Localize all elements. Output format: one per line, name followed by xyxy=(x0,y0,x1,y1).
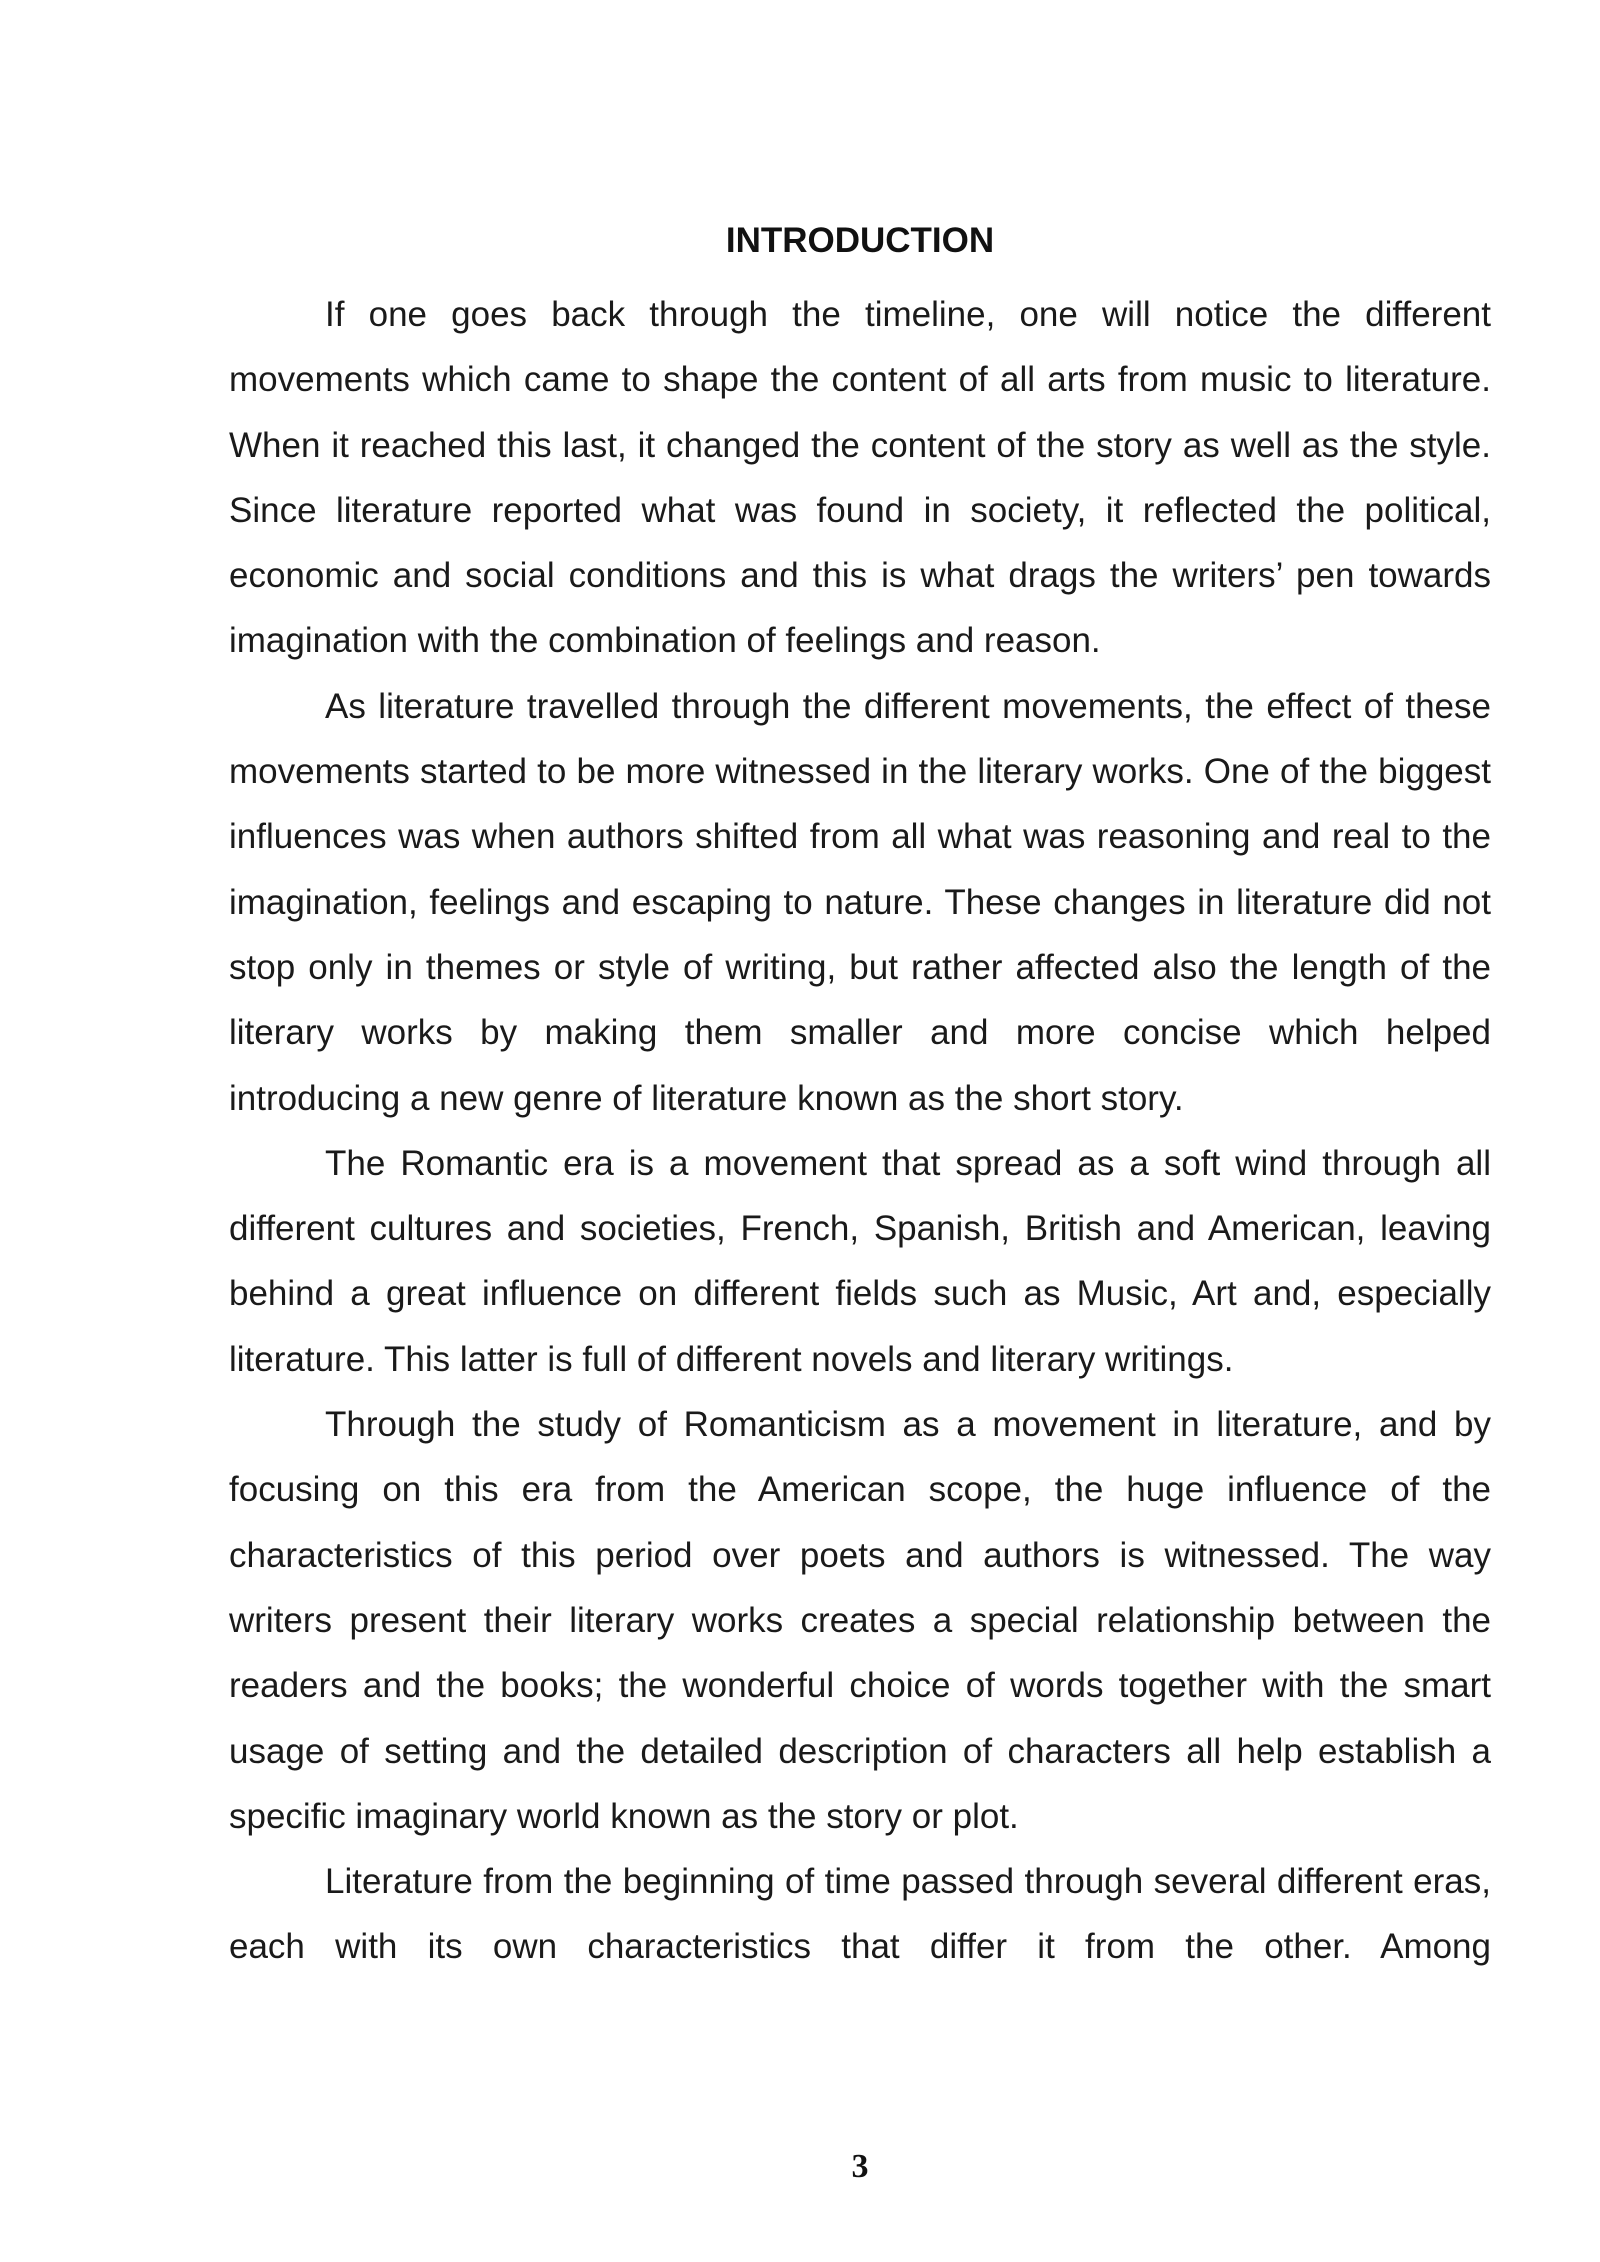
section-heading: INTRODUCTION xyxy=(725,221,995,260)
paragraph-4: Through the study of Romanticism as a movement in literature, and by focusing on this era from the American scope, the huge influence of the characteristics of this period over poets and authors is witnessed. The way writers present their literary works creates a special relationship between the readers and the books; the wonderful choice of words together with the smart usage of setting and the detailed description of characters all help establish a specific imaginary world known as the story or plot. xyxy=(229,1405,1491,1836)
paragraph-1: If one goes back through the timeline, one will notice the different movements which came to shape the content of all arts from music to literature. When it reached this last, it changed the content of the story as well as the style. Since literature reported what was found in society, it reflected the political, economic and social conditions and this is what drags the writers’ pen towards imagination with the combination of feelings and reason. xyxy=(229,295,1491,661)
paragraph-5: Literature from the beginning of time passed through several different eras, each with its own characteristics that differ it from the other. Among xyxy=(229,1862,1491,1967)
page-number: 3 xyxy=(851,2148,869,2185)
body-text xyxy=(229,282,1491,1980)
paragraph-3: The Romantic era is a movement that spread as a soft wind through all different cultures and societies, French, Spanish, British and American, leaving behind a great influence on different fields such as Music, Art and, especially literature. This latter is full of different novels and literary writings. xyxy=(229,1143,1491,1379)
paragraph-2: As literature travelled through the different movements, the effect of these movements started to be more witnessed in the literary works. One of the biggest influences was when authors shifted from all what was reasoning and real to the imagination, feelings and escaping to nature. These changes in literature did not stop only in themes or style of writing, but rather affected also the length of the literary works by making them smaller and more concise which helped introducing a new genre of literature known as the short story. xyxy=(229,686,1491,1118)
